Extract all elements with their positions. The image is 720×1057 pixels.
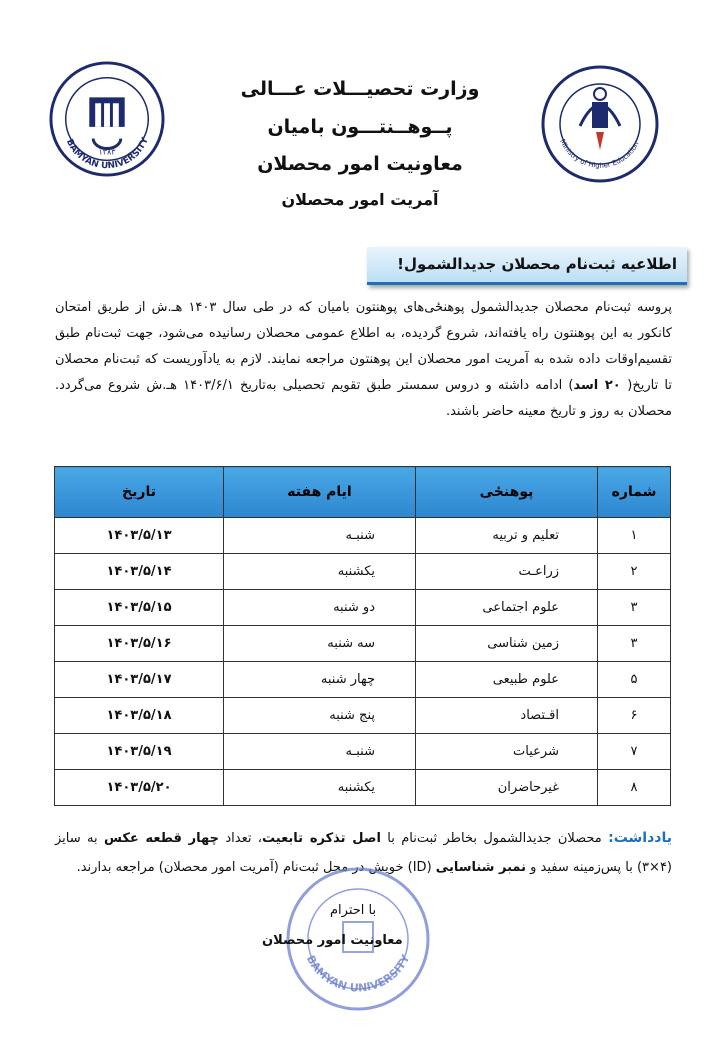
row-faculty: زمین شناسی	[416, 626, 598, 662]
note-id-card: اصل تذکره تابعیت	[262, 831, 381, 846]
row-weekday: چهار شنبه	[224, 662, 416, 698]
bamyan-university-seal	[48, 60, 166, 178]
row-number: ۱	[598, 518, 671, 554]
row-faculty: زراعـت	[416, 554, 598, 590]
header-number: شماره	[598, 467, 671, 518]
svg-text:۱۳۸۳: ۱۳۸۳	[98, 147, 116, 157]
row-faculty: غیرحاضران	[416, 770, 598, 806]
row-weekday: شنبـه	[224, 518, 416, 554]
table-header-row	[55, 467, 671, 518]
row-faculty: تعلیم و تربیه	[416, 518, 598, 554]
note-text-4: (ID) خویش در محل ثبت‌نام (آمریت امور محصلان) مراجعه بدارند.	[76, 860, 436, 875]
row-date: ۱۴۰۳/۵/۱۴	[55, 554, 224, 590]
note-id-number: نمبر شناسایی	[435, 860, 526, 875]
table-row	[55, 698, 671, 734]
note-text-2: ، تعداد	[218, 831, 263, 846]
university-title: پــوهــنتـــون بامیان	[267, 116, 453, 138]
intro-text-2: ) ادامه داشته و دروس سمستر طبق تقویم تحصیلی به‌تاریخ ۱۴۰۳/۶/۱ هـ.ش شروع می‌گردد. محصلان به روز و تاریخ معینه حاضر باشند.	[55, 378, 672, 419]
row-date: ۱۴۰۳/۵/۱۶	[55, 626, 224, 662]
table-row	[55, 662, 671, 698]
row-faculty: علوم طبیعی	[416, 662, 598, 698]
header-faculty: پوهنځی	[416, 467, 598, 518]
announcement-banner: اطلاعیه ثبت‌نام محصلان جدیدالشمول!	[367, 247, 687, 285]
note-photos: چهار قطعه عکس	[103, 831, 219, 846]
row-number: ۸	[598, 770, 671, 806]
row-number: ۲	[598, 554, 671, 590]
table-row	[55, 554, 671, 590]
row-weekday: شنبـه	[224, 734, 416, 770]
row-number: ۷	[598, 734, 671, 770]
intro-text-1: پروسه ثبت‌نام محصلان جدیدالشمول پوهنځی‌های پوهنتون بامیان که در طی سال ۱۴۰۳ هـ.ش از طریق امتحان کانکور به این پوهنتون راه یافته‌اند، شروع گردیده، به اطلاع عمومی محصلان رسانیده می‌شود، جهت ثبت‌نام طبق تقسیم‌اوقات داده شده به آمریت امور محصلان این پوهنتون مراجعه نمایند. لازم به یادآوریست که ثبت‌نام محصلان تا تاریخ(	[55, 300, 672, 393]
ministry-seal	[540, 64, 660, 184]
closing-regards: با احترام	[330, 903, 377, 918]
row-faculty: اقـتصاد	[416, 698, 598, 734]
row-weekday: دو شنبه	[224, 590, 416, 626]
row-faculty: علوم اجتماعی	[416, 590, 598, 626]
row-date: ۱۴۰۳/۵/۱۵	[55, 590, 224, 626]
row-number: ۳	[598, 590, 671, 626]
note-text-3: به سایز (۴×۳) با پس‌زمینه سفید و	[55, 831, 672, 875]
row-date: ۱۴۰۳/۵/۱۷	[55, 662, 224, 698]
row-weekday: یکشنبه	[224, 554, 416, 590]
row-date: ۱۴۰۳/۵/۱۹	[55, 734, 224, 770]
row-weekday: یکشنبه	[224, 770, 416, 806]
table-row	[55, 626, 671, 662]
note-label: یادداشت:	[608, 830, 672, 846]
intro-paragraph	[55, 295, 672, 425]
row-number: ۶	[598, 698, 671, 734]
svg-text:Ministry of Higher Education: Ministry of Higher Education	[558, 138, 641, 170]
row-faculty: شرعیات	[416, 734, 598, 770]
row-date: ۱۴۰۳/۵/۱۳	[55, 518, 224, 554]
header-weekday: ایام هفته	[224, 467, 416, 518]
table-row	[55, 590, 671, 626]
row-date: ۱۴۰۳/۵/۱۸	[55, 698, 224, 734]
row-weekday: سه شنبه	[224, 626, 416, 662]
intro-deadline: ۲۰ اسد	[573, 378, 628, 393]
table-row	[55, 518, 671, 554]
svg-text:BAMYAN UNIVERSITY: BAMYAN UNIVERSITY	[63, 136, 151, 172]
closing-signoff: معاونیت امور محصلان	[262, 933, 403, 948]
ministry-title: وزارت تحصیـــلات عـــالی	[240, 78, 480, 100]
row-number: ۵	[598, 662, 671, 698]
deputy-title: معاونیت امور محصلان	[257, 153, 463, 175]
row-number: ۳	[598, 626, 671, 662]
table-row	[55, 770, 671, 806]
note-text-1: محصلان جدیدالشمول بخاطر ثبت‌نام با	[380, 831, 609, 846]
row-date: ۱۴۰۳/۵/۲۰	[55, 770, 224, 806]
table-row	[55, 734, 671, 770]
registration-schedule-table	[54, 466, 671, 806]
svg-text:BAMYAN UNIVERSITY: BAMYAN UNIVERSITY	[303, 952, 413, 995]
row-weekday: پنج شنبه	[224, 698, 416, 734]
header-date: تاریخ	[55, 467, 224, 518]
directorate-title: آمریت امور محصلان	[281, 190, 439, 209]
